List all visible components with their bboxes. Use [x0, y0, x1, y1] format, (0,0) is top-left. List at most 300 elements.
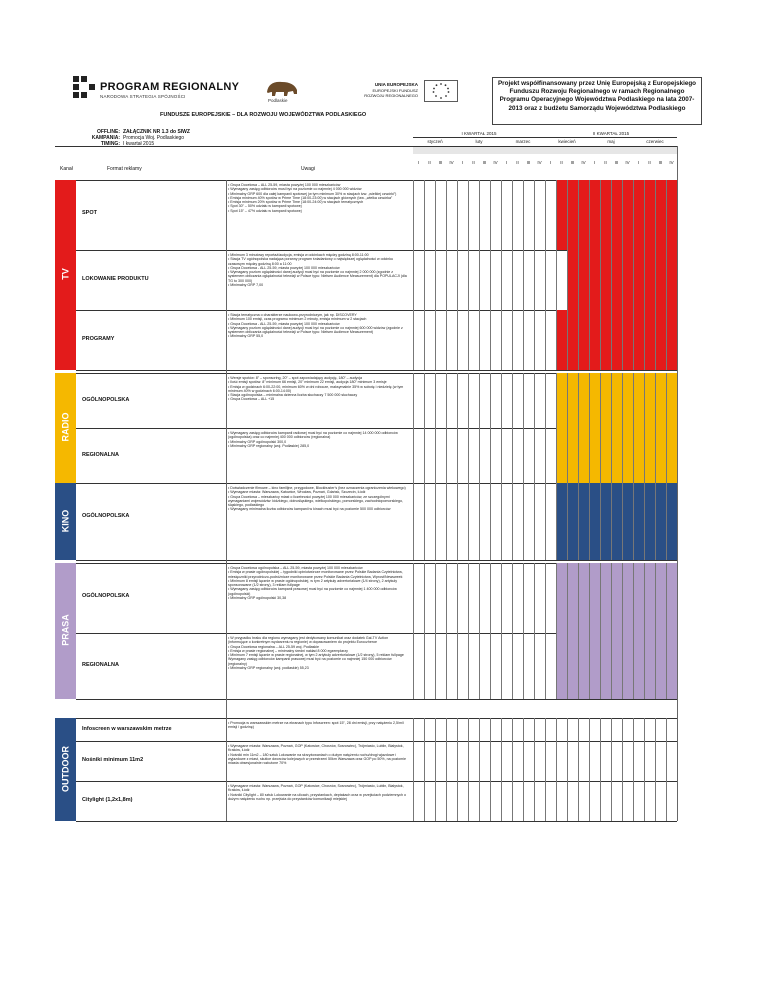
week-cell: [545, 633, 556, 699]
week-cell: [413, 250, 424, 310]
week-cell: [501, 428, 512, 483]
week-cell: [534, 310, 545, 370]
week-cell: [655, 563, 666, 633]
week-cell: [457, 428, 468, 483]
week-cell: [578, 741, 589, 781]
week-cell: [589, 718, 600, 741]
week-cell: [611, 483, 622, 560]
week-cell: [512, 428, 523, 483]
cofinancing-text: Projekt współfinansowany przez Unię Europejską z Europejskiego Funduszu Rozwoju Regionalnego w ramach Regionalnego Programu Operacyjnego Województwa Podlaskiego na lata 2007-2013 oraz z budżetu Samorządu Województwa Podlaskiego: [497, 80, 697, 112]
week-cell: [644, 483, 655, 560]
week-cell: [435, 563, 446, 633]
week-cell: [413, 633, 424, 699]
week-cell: [600, 718, 611, 741]
week-cell: [435, 180, 446, 250]
pr-emblem-icon: [72, 75, 96, 101]
week-cell: [633, 310, 644, 370]
week-cell: [545, 250, 556, 310]
week-cell: [611, 563, 622, 633]
week-cell: [446, 718, 457, 741]
week-cell: [633, 741, 644, 781]
week-cell: [666, 373, 677, 428]
eu-line1: UNIA EUROPEJSKA: [374, 82, 418, 87]
week-cell: [545, 741, 556, 781]
week-cell: [589, 563, 600, 633]
week-cell: [523, 741, 534, 781]
week-cell: [633, 180, 644, 250]
week-cell: [611, 310, 622, 370]
week-cell: [479, 180, 490, 250]
week-cell: [468, 250, 479, 310]
week-label: I: [593, 160, 596, 165]
week-cell: [545, 781, 556, 821]
week-cell: [468, 428, 479, 483]
week-cell: [589, 781, 600, 821]
week-label: III: [438, 160, 443, 165]
kino-bottom-line: [76, 560, 677, 561]
week-label: III: [658, 160, 663, 165]
week-cell: [556, 428, 567, 483]
week-cell: [457, 483, 468, 560]
week-cell: [523, 250, 534, 310]
format-label: OGÓLNOPOLSKA: [82, 593, 130, 599]
week-cell: [435, 373, 446, 428]
week-cell: [468, 718, 479, 741]
week-cell: [501, 741, 512, 781]
week-cell: [512, 718, 523, 741]
week-label: I: [637, 160, 640, 165]
week-cell: [523, 180, 534, 250]
week-cell: [501, 483, 512, 560]
prasa-bottom-line: [76, 699, 677, 700]
week-cell: [600, 310, 611, 370]
week-cell: [534, 373, 545, 428]
week-cell: [457, 310, 468, 370]
week-cell: [490, 428, 501, 483]
week-cell: [600, 250, 611, 310]
month-label: styczeń: [427, 139, 443, 144]
week-cell: [534, 718, 545, 741]
week-cell: [490, 633, 501, 699]
week-cell: [413, 373, 424, 428]
week-cell: [567, 718, 578, 741]
week-cell: [490, 180, 501, 250]
week-cell: [600, 180, 611, 250]
week-cell: [490, 310, 501, 370]
week-cell: [446, 310, 457, 370]
week-cell: [413, 483, 424, 560]
pr-title: PROGRAM REGIONALNY: [100, 81, 240, 93]
week-cell: [534, 428, 545, 483]
week-label: II: [428, 160, 431, 165]
format-label: OGÓLNOPOLSKA: [82, 513, 130, 519]
week-cell: [666, 180, 677, 250]
week-cell: [556, 483, 567, 560]
week-cell: [567, 373, 578, 428]
week-cell: [468, 483, 479, 560]
week-cell: [655, 310, 666, 370]
week-cell: [468, 180, 479, 250]
week-cell: [622, 310, 633, 370]
week-cell: [556, 310, 567, 370]
eu-flag-icon: [424, 80, 458, 102]
week-cell: [578, 563, 589, 633]
week-cell: [490, 741, 501, 781]
week-cell: [512, 633, 523, 699]
week-cell: [501, 781, 512, 821]
format-label: Nośniki minimum 11m2: [82, 757, 144, 763]
week-cell: [479, 781, 490, 821]
week-cell: [666, 718, 677, 741]
week-cell: [523, 633, 534, 699]
col-uwagi: Uwagi: [301, 166, 315, 172]
week-cell: [611, 781, 622, 821]
week-cell: [600, 741, 611, 781]
week-cell: [644, 781, 655, 821]
week-label: III: [526, 160, 531, 165]
week-cell: [435, 633, 446, 699]
week-cell: [556, 781, 567, 821]
week-cell: [435, 250, 446, 310]
week-cell: [490, 563, 501, 633]
week-cell: [413, 180, 424, 250]
week-cell: [468, 373, 479, 428]
week-cell: [512, 781, 523, 821]
meta-timing-value: I kwartał 2015: [123, 141, 155, 147]
week-label: IV: [537, 160, 542, 165]
week-cell: [479, 483, 490, 560]
week-cell: [545, 563, 556, 633]
quarter-line: [413, 137, 677, 138]
week-cell: [457, 180, 468, 250]
week-cell: [589, 483, 600, 560]
week-cell: [600, 428, 611, 483]
week-cell: [501, 250, 512, 310]
week-cell: [622, 718, 633, 741]
week-cell: [622, 563, 633, 633]
week-cell: [556, 741, 567, 781]
week-cell: [457, 563, 468, 633]
week-cell: [622, 633, 633, 699]
slogan: FUNDUSZE EUROPEJSKIE – DLA ROZWOJU WOJEWÓDZTWA PODLASKIEGO: [160, 112, 367, 118]
week-label: III: [570, 160, 575, 165]
week-cell: [655, 180, 666, 250]
channel-label-kino: KINO: [60, 509, 71, 532]
week-cell: [446, 483, 457, 560]
week-cell: [622, 428, 633, 483]
week-label: IV: [581, 160, 586, 165]
requirements-text: • Minimum 3 minutowy reportaż/audycja, emisja w odcinkach między godziną 8:00-11:00 • Stacja TV ogólnopolska nadająca poranny program śniadaniowy o największej oglądalności w odcinku czasowym między godziną 8:00 a 11:00 • Grupa Docelowa - ALL 25-59, miasta powyżej 100 000 mieszkańców • Wymagany poziom oglądalności danej audycji musi być na poziomie co najmniej 2 000 000 (zgodnie z systemem obliczania oglądalności telewizji w Polsce typu: Nielsen Audience Measurement) dla POPULACJI (dla TG to 300 000) • Minimalny GRP 7,00: [228, 253, 407, 288]
week-cell: [545, 428, 556, 483]
month-label: marzec: [515, 139, 531, 144]
week-cell: [600, 633, 611, 699]
week-cell: [490, 718, 501, 741]
week-cell: [457, 250, 468, 310]
week-cell: [413, 741, 424, 781]
week-cell: [446, 180, 457, 250]
week-cell: [468, 633, 479, 699]
week-cell: [446, 373, 457, 428]
week-cell: [413, 428, 424, 483]
week-cell: [666, 633, 677, 699]
week-cell: [534, 483, 545, 560]
meta-campaign-label: KAMPANIA:: [91, 135, 120, 141]
week-cell: [435, 781, 446, 821]
month-label: maj: [607, 139, 615, 144]
week-cell: [600, 781, 611, 821]
week-cell: [501, 373, 512, 428]
week-cell: [578, 310, 589, 370]
week-cell: [578, 718, 589, 741]
requirements-text: • Grupa Docelowa ogólnopolska – ALL 25-59, miasta powyżej 100 000 mieszkańców • Emisja w prasie ogólnopolskiej – tygodniki opiniotwórcze monitorowane przez Polskie Badania Czytelnictwa, miesięczniki przyrodniczo-podróżnicze monitorowane przez Polskie Badania Czytelnictwa, Wprost/Newsweek • Minimum 8 emisji łącznie w prasie ogólnopolskiej, w tym 2 artykuły advertorialowe (1/4 strony), 2 artykuły sponsorowane (1/2 strony), 3 reklam fullpage • Wymagany zasięg odbiorców kampanii prasowej musi być na poziomie co najmniej 1 400 000 odbiorców (ogólnopolski) • Minimalny GRP ogólnopolski 30,38: [228, 566, 403, 601]
week-cell: [622, 483, 633, 560]
week-cell: [644, 718, 655, 741]
channel-label-outdoor: OUTDOOR: [60, 745, 71, 792]
week-cell: [424, 718, 435, 741]
week-cell: [435, 741, 446, 781]
week-cell: [600, 483, 611, 560]
requirements-text: • Wymagane miasta: Warszawa, Poznań, GOP (Katowice, Chorzów, Sosnowiec), Trójmiasto, Lublin, Białystok, Kraków, Łódź • Nośniki Citylight – 80 sztuk Lokowanie na ulicach, przystankach, deptakach oraz w przejściach podziemnych o dużym natężeniu ruchu np. przejścia do przystanków komunikacji miejskiej: [228, 784, 407, 801]
divider-right: [677, 146, 678, 821]
week-cell: [578, 483, 589, 560]
col-format: Format reklamy: [107, 166, 142, 172]
requirements-text: • Doświadczenie filmowe – kino familijne, przygodowe, Blockbuster’s (bez oznaczenia ograniczenia wiekowego) • Wymagane miasta: Warszawa, Katowice, Wrocław, Poznań, Gdańsk, Szczecin, Łódź • Grupa Docelowa – mieszkańcy miast o liczebności powyżej 100 000 mieszkańców, ze szczególnymi wymaganiami województw: łódzkiego, dolnośląskiego, wielkopolskiego, pomorskiego, zachodniopomorskiego, śląskiego, podlaskiego • Wymagany minimalna liczba odbiorców kampanii w kinach musi być na poziomie 500 000 odbiorców: [228, 486, 406, 512]
week-label: IV: [669, 160, 674, 165]
week-label: IV: [625, 160, 630, 165]
week-cell: [567, 250, 578, 310]
week-cell: [545, 373, 556, 428]
week-cell: [589, 428, 600, 483]
week-cell: [644, 310, 655, 370]
week-cell: [567, 483, 578, 560]
week-cell: [666, 741, 677, 781]
week-cell: [644, 373, 655, 428]
week-label: I: [417, 160, 420, 165]
week-cell: [611, 718, 622, 741]
quarter-label: I KWARTAŁ 2015: [461, 131, 497, 136]
week-cell: [633, 633, 644, 699]
week-label: I: [461, 160, 464, 165]
channel-label-tv: TV: [60, 268, 71, 280]
week-cell: [424, 483, 435, 560]
col-kanal: Kanał: [60, 166, 73, 172]
week-cell: [622, 781, 633, 821]
format-label: REGIONALNA: [82, 662, 119, 668]
week-cell: [589, 373, 600, 428]
week-cell: [644, 250, 655, 310]
week-cell: [534, 741, 545, 781]
podlaskie-label: Podlaskie: [268, 98, 288, 103]
quarter-label: II KWARTAŁ 2015: [592, 131, 630, 136]
week-cell: [468, 781, 479, 821]
eu-line2: EUROPEJSKI FUNDUSZ: [372, 88, 418, 93]
week-cell: [446, 250, 457, 310]
week-cell: [622, 250, 633, 310]
format-label: Infoscreen w warszawskim metrze: [82, 725, 172, 732]
week-cell: [666, 563, 677, 633]
week-cell: [479, 428, 490, 483]
week-cell: [446, 428, 457, 483]
table-bottom-line: [76, 821, 677, 822]
week-cell: [600, 563, 611, 633]
week-cell: [633, 483, 644, 560]
week-cell: [578, 250, 589, 310]
week-cell: [633, 781, 644, 821]
week-cell: [512, 250, 523, 310]
week-cell: [479, 250, 490, 310]
week-cell: [457, 781, 468, 821]
week-cell: [611, 373, 622, 428]
week-cell: [545, 310, 556, 370]
week-cell: [457, 741, 468, 781]
week-cell: [534, 180, 545, 250]
week-label: IV: [449, 160, 454, 165]
week-cell: [435, 428, 446, 483]
week-cell: [435, 483, 446, 560]
week-cell: [611, 428, 622, 483]
week-cell: [633, 373, 644, 428]
requirements-text: • W przypadku braku dla regionu wymagany jest dedykowany komunikat oraz dodatek Gal-TV Action (informujące o konkretnym wydarzeniu w regionie) w dopasowaniem do projektu Euroczheroe • Grupa Docelowa regionalna – ALL 25-59 woj. Podlaskie • Emisja w prasie regionalnej – minimalny średni nakład 8 000 egzemplarzy • Minimum 7 emisji łącznie w prasie regionalnej, w tym 2 artykuły advertorialowe (1/2 strony), 5 reklam fullpage Wymagany zasięg odbiorców kampanii prasowej musi być na poziomie co najmniej 150 000 odbiorców (regionalny) • Minimalny GRP regionalny (woj. podlaskie) 55,23: [228, 636, 404, 671]
week-cell: [545, 718, 556, 741]
cofinancing-box: [492, 77, 702, 125]
week-cell: [666, 781, 677, 821]
week-cell: [666, 250, 677, 310]
week-cell: [556, 633, 567, 699]
week-label: III: [482, 160, 487, 165]
meta-campaign-value: Promocja Woj. Podlaskiego: [123, 135, 185, 141]
requirements-text: • Wymagany zasięg odbiorców kampanii radiowej musi być na poziomie co najmniej 14 000 000 odbiorców (ogólnopolska) oraz co najmniej 400 000 odbiorców (regionalna) • Minimalny GRP ogólnopolski 300,0 • Minimalny GRP regionalny (woj. Podlaskie) 285,0: [228, 431, 398, 448]
week-cell: [666, 428, 677, 483]
divider-format-req: [226, 180, 227, 821]
week-cell: [490, 373, 501, 428]
month-label: czerwiec: [646, 139, 664, 144]
month-band: [413, 146, 677, 154]
week-cell: [446, 781, 457, 821]
week-cell: [644, 741, 655, 781]
week-cell: [567, 428, 578, 483]
week-cell: [523, 718, 534, 741]
week-cell: [655, 741, 666, 781]
week-cell: [611, 741, 622, 781]
week-cell: [589, 741, 600, 781]
week-label: I: [549, 160, 552, 165]
week-cell: [622, 741, 633, 781]
week-cell: [545, 180, 556, 250]
week-cell: [512, 310, 523, 370]
week-cell: [501, 633, 512, 699]
week-cell: [567, 310, 578, 370]
week-cell: [523, 483, 534, 560]
week-cell: [655, 718, 666, 741]
week-cell: [655, 373, 666, 428]
week-cell: [611, 633, 622, 699]
requirements-text: • Wymagane miasta: Warszawa, Poznań, GOP (Katowice, Chorzów, Sosnowiec), Trójmiasto, Lublin, Białystok, Kraków, Łódź • Nośniki min 11m2 – 180 sztuk Lokowanie na skrzyżowaniach o dużym natężeniu ruchu/drogi wjazdowe i wyjazdowe z miast, skutice dworców kolejowych w przestrzeni 50km Warszawa oraz GOP po 50%, na poziomie miasta obsesjonalnie rozłożone 70%: [228, 744, 406, 766]
channel-label-radio: RADIO: [60, 412, 71, 442]
meta-offline-value: ZAŁĄCZNIK NR 1.3 do SIWZ: [123, 129, 190, 135]
format-label: SPOT: [82, 210, 97, 216]
week-cell: [424, 633, 435, 699]
meta-timing-label: TIMING:: [100, 141, 120, 147]
week-cell: [633, 250, 644, 310]
week-cell: [512, 180, 523, 250]
week-cell: [534, 563, 545, 633]
week-cell: [435, 718, 446, 741]
week-cell: [644, 633, 655, 699]
week-cell: [479, 310, 490, 370]
week-cell: [556, 180, 567, 250]
week-cell: [556, 718, 567, 741]
week-cell: [523, 781, 534, 821]
week-cell: [424, 250, 435, 310]
week-cell: [479, 633, 490, 699]
week-cell: [490, 483, 501, 560]
week-cell: [479, 563, 490, 633]
month-label: kwiecień: [558, 139, 576, 144]
week-cell: [655, 633, 666, 699]
week-cell: [490, 781, 501, 821]
week-cell: [424, 373, 435, 428]
week-cell: [457, 633, 468, 699]
week-cell: [633, 718, 644, 741]
week-cell: [424, 563, 435, 633]
week-cell: [457, 373, 468, 428]
week-cell: [413, 718, 424, 741]
week-cell: [468, 310, 479, 370]
header-top-line: [55, 146, 677, 147]
channel-label-prasa: PRASA: [60, 614, 71, 646]
week-cell: [424, 428, 435, 483]
week-cell: [479, 741, 490, 781]
week-cell: [556, 563, 567, 633]
week-cell: [600, 373, 611, 428]
week-cell: [523, 310, 534, 370]
format-label: PROGRAMY: [82, 336, 115, 342]
week-cell: [655, 250, 666, 310]
week-cell: [446, 633, 457, 699]
podlaskie-logo: [260, 78, 310, 106]
bison-icon: [264, 78, 300, 98]
week-cell: [501, 563, 512, 633]
week-cell: [501, 180, 512, 250]
format-label: LOKOWANIE PRODUKTU: [82, 276, 149, 282]
requirements-text: • Grupa Docelowa – ALL 25-59, miasta powyżej 100 000 mieszkańców • Wymagany zasięg odbiorców musi być na poziomie co najmniej 4 000 000 widzów • Minimalny GRP 600 dla całej kampanii spotowej (w tym minimum 30% w stacjach tzw. „wielkiej czwórki”) • Emisja minimum 40% spotów w Prime Time (18:00-23:00) w stacjach głównych (tzw. „wielka czwórka” • Emisja minimum 20% spotów w Prime Time (18:00-24:00) w stacjach tematycznych • Spot 30” – 50% udziału w kampanii spotowej • Spot 15” – 47% udziału w kampanii spotowej: [228, 183, 397, 213]
week-label: II: [648, 160, 651, 165]
meta-offline-label: OFFLINE:: [96, 129, 120, 135]
week-cell: [523, 373, 534, 428]
week-cell: [644, 563, 655, 633]
week-cell: [457, 718, 468, 741]
week-cell: [479, 718, 490, 741]
week-label: II: [472, 160, 475, 165]
week-cell: [501, 310, 512, 370]
tv-bottom-line: [76, 370, 677, 371]
week-cell: [479, 373, 490, 428]
week-cell: [413, 563, 424, 633]
week-cell: [523, 563, 534, 633]
week-cell: [468, 741, 479, 781]
week-cell: [468, 563, 479, 633]
week-cell: [578, 180, 589, 250]
week-cell: [446, 741, 457, 781]
week-cell: [611, 250, 622, 310]
week-cell: [545, 483, 556, 560]
format-label: OGÓLNOPOLSKA: [82, 396, 130, 403]
week-cell: [655, 428, 666, 483]
week-cell: [424, 310, 435, 370]
week-cell: [578, 428, 589, 483]
eu-line3: ROZWOJU REGIONALNEGO: [364, 93, 418, 98]
format-label: Citylight (1,2x1,8m): [82, 797, 133, 803]
